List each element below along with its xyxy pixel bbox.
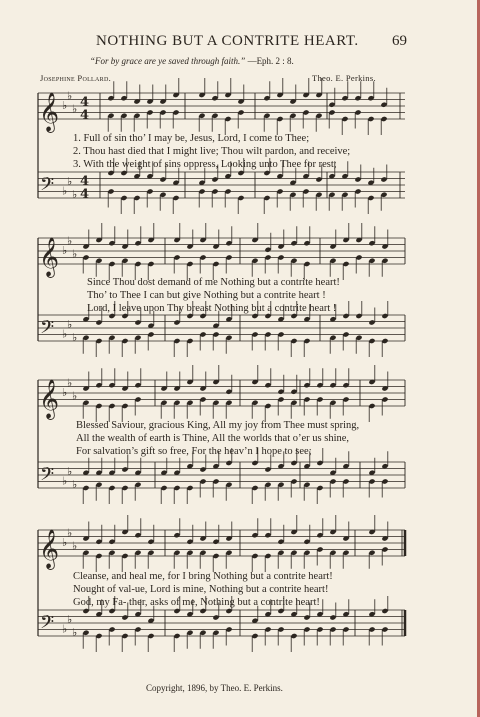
lyric-line: Lord, I leave upon Thy breast Nothing but a contrite heart ! (87, 303, 337, 314)
flat-icon: ♭ (72, 102, 78, 116)
flat-icon: ♭ (62, 184, 68, 198)
composer-credit: Theo. E. Perkins. (312, 73, 376, 83)
flat-icon: ♭ (67, 317, 73, 331)
treble-clef-icon: 𝄞 (39, 529, 60, 569)
flat-icon: ♭ (67, 526, 73, 540)
epigraph-reference: —Eph. 2 : 8. (247, 56, 294, 66)
flat-icon: ♭ (62, 244, 68, 257)
epigraph-quote: “For by grace are ye saved through faith.” (90, 56, 246, 66)
lyric-line: God, my Fa- ther, asks of me, Nothing but a contrite heart! (73, 597, 320, 608)
lyric-line: Nought of val-ue, Lord is mine, Nothing but a contrite heart! (73, 584, 329, 595)
flat-icon: ♭ (72, 625, 78, 639)
lyric-line: 2. Thou hast died that I might live; Thou wilt pardon, and receive; (73, 146, 351, 157)
lyric-line: Cleanse, and heal me, for I bring Nothing but a contrite heart! (73, 571, 333, 582)
bass-clef-icon: 𝄢 (40, 464, 55, 490)
copyright-notice: Copyright, 1896, by Theo. E. Perkins. (146, 683, 283, 693)
time-signature: 4 (80, 108, 90, 123)
lyricist-credit: Josephine Pollard. (40, 73, 112, 83)
flat-icon: ♭ (62, 327, 68, 341)
time-signature: 4 (80, 95, 90, 110)
lyric-line: For salvation’s gift so free, For the heav’n I hope to see; (76, 446, 312, 457)
time-signature: 4 (80, 187, 90, 202)
treble-clef-icon: 𝄞 (39, 92, 60, 132)
flat-icon: ♭ (62, 99, 68, 112)
flat-icon: ♭ (67, 612, 73, 626)
flat-icon: ♭ (62, 622, 68, 636)
lyric-line: 1. Full of sin tho’ I may be, Jesus, Lord, I come to Thee; (73, 133, 310, 144)
flat-icon: ♭ (72, 187, 78, 201)
lyric-line: Tho’ to Thee I can but give Nothing but a contrite heart ! (87, 290, 326, 301)
flat-icon: ♭ (72, 330, 78, 344)
bass-clef-icon: 𝄢 (40, 174, 55, 200)
flat-icon: ♭ (67, 89, 73, 103)
time-signature: 4 (80, 174, 90, 189)
flat-icon: ♭ (62, 536, 68, 549)
flat-icon: ♭ (67, 464, 73, 478)
flat-icon: ♭ (67, 234, 73, 248)
page-number: 69 (392, 33, 407, 49)
bass-clef-icon: 𝄢 (40, 612, 55, 638)
flat-icon: ♭ (72, 389, 78, 403)
flat-icon: ♭ (62, 386, 68, 399)
bass-clef-icon: 𝄢 (40, 317, 55, 343)
flat-icon: ♭ (72, 539, 78, 553)
lyric-line: 3. With the weight of sins oppress, Looking unto Thee for rest; (73, 159, 337, 170)
lyric-line: Since Thou dost demand of me Nothing but a contrite heart! (87, 277, 340, 288)
flat-icon: ♭ (67, 174, 73, 188)
lyric-line: All the wealth of earth is Thine, All the worlds that o’er us shine, (76, 433, 350, 444)
hymn-title: NOTHING BUT A CONTRITE HEART. (96, 33, 359, 49)
treble-clef-icon: 𝄞 (39, 379, 60, 419)
lyric-line: Blessed Saviour, gracious King, All my joy from Thee must spring, (76, 420, 360, 431)
flat-icon: ♭ (62, 474, 68, 488)
treble-clef-icon: 𝄞 (39, 237, 60, 277)
flat-icon: ♭ (67, 376, 73, 390)
flat-icon: ♭ (72, 247, 78, 261)
flat-icon: ♭ (72, 477, 78, 491)
